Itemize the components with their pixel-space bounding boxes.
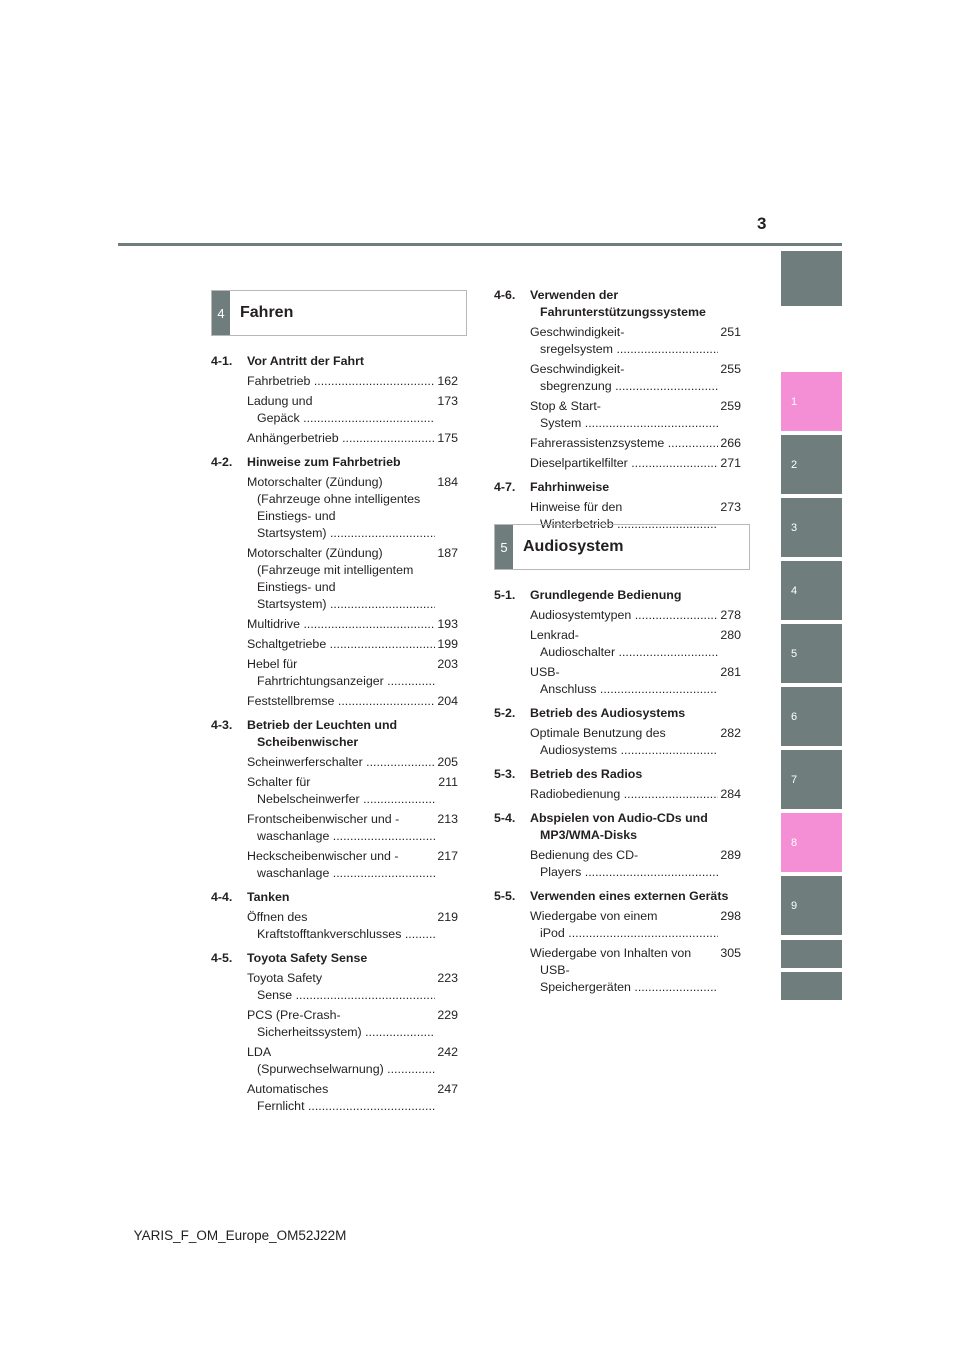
toc-entry[interactable]: Öffnen des Kraftstofftankverschlusses ..... 219 <box>211 909 458 943</box>
toc-entry[interactable]: Multidrive ..... 193 <box>211 616 458 633</box>
side-tab-2[interactable]: 2 <box>781 435 842 494</box>
side-tab-3[interactable]: 3 <box>781 498 842 557</box>
toc-chapter[interactable]: 4-1. Vor Antritt der Fahrt <box>211 354 365 368</box>
toc-entry[interactable]: Fahrbetrieb ..... 162 <box>211 373 458 390</box>
toc-entry[interactable]: Ladung und Gepäck ..... 173 <box>211 393 458 427</box>
side-tab-8[interactable]: 8 <box>781 813 842 872</box>
toc-entry[interactable]: Radiobedienung ..... 284 <box>494 786 741 803</box>
toc-chapter[interactable]: 5-1. Grundlegende Bedienung <box>494 588 682 602</box>
toc-entry[interactable]: Hebel für Fahrtrichtungsanzeiger ..... 203 <box>211 656 458 690</box>
side-tab-blank-a[interactable] <box>781 940 842 968</box>
toc-chapter[interactable]: 5-5. Verwenden eines externen Geräts <box>494 889 729 903</box>
toc-chapter[interactable]: 5-3. Betrieb des Radios <box>494 767 643 781</box>
toc-entry[interactable]: Lenkrad- Audioschalter ..... 280 <box>494 627 741 661</box>
toc-entry[interactable]: Fahrerassistenzsysteme ..... 266 <box>494 435 741 452</box>
side-tab-5[interactable]: 5 <box>781 624 842 683</box>
side-tab-6[interactable]: 6 <box>781 687 842 746</box>
toc-chapter[interactable]: 4-3. Betrieb der Leuchten und Scheibenwischer <box>211 718 398 749</box>
toc-chapter[interactable]: 5-2. Betrieb des Audiosystems <box>494 706 686 720</box>
toc-entry[interactable]: Geschwindigkeit-sregelsystem ..... 251 <box>494 324 741 358</box>
toc-chapter[interactable]: 4-2. Hinweise zum Fahrbetrieb <box>211 455 401 469</box>
toc-entry[interactable]: Stop & Start-System ..... 259 <box>494 398 741 432</box>
toc-entry[interactable]: Schalter für Nebelscheinwerfer ..... 211 <box>211 774 458 808</box>
toc-right-column-top <box>494 280 741 533</box>
section-number: 5 <box>495 525 513 569</box>
side-tab-7[interactable]: 7 <box>781 750 842 809</box>
header-rule <box>118 243 842 246</box>
toc-entry[interactable]: Wiedergabe von einem iPod ..... 298 <box>494 908 741 942</box>
toc-left-column <box>211 346 458 1115</box>
section-header-fahren <box>211 290 467 336</box>
toc-chapter[interactable]: 4-6. Verwenden der Fahrunterstützungssysteme <box>494 288 706 319</box>
section-header-audiosystem <box>494 524 750 570</box>
page-number: 3 <box>757 214 767 233</box>
toc-entry[interactable]: Dieselpartikelfilter ..... 271 <box>494 455 741 472</box>
toc-entry[interactable]: Motorschalter (Zündung) (Fahrzeuge mit intelligentem Einstiegs- und Startsystem) ..... 187 <box>211 545 458 613</box>
side-tab-blank-b[interactable] <box>781 972 842 1000</box>
toc-entry[interactable]: Feststellbremse ..... 204 <box>211 693 458 710</box>
toc-entry[interactable]: PCS (Pre-Crash-Sicherheitssystem) ..... 229 <box>211 1007 458 1041</box>
toc-entry[interactable]: Frontscheibenwischer und -waschanlage ..... 213 <box>211 811 458 845</box>
toc-chapter[interactable]: 4-4. Tanken <box>211 890 290 904</box>
toc-entry[interactable]: Automatisches Fernlicht ..... 247 <box>211 1081 458 1115</box>
toc-entry[interactable]: Schaltgetriebe ..... 199 <box>211 636 458 653</box>
toc-entry[interactable]: Audiosystemtypen ..... 278 <box>494 607 741 624</box>
section-title: Audiosystem <box>523 538 624 555</box>
toc-chapter[interactable]: 4-5. Toyota Safety Sense <box>211 951 368 965</box>
toc-entry[interactable]: USB-Anschluss ..... 281 <box>494 664 741 698</box>
section-title: Fahren <box>240 304 294 321</box>
section-number: 4 <box>212 291 230 335</box>
toc-entry[interactable]: LDA (Spurwechselwarnung) ..... 242 <box>211 1044 458 1078</box>
toc-entry[interactable]: Heckscheibenwischer und -waschanlage ..... 217 <box>211 848 458 882</box>
toc-entry[interactable]: Wiedergabe von Inhalten von USB-Speichergeräten ..... 305 <box>494 945 741 996</box>
toc-right-column-bottom <box>494 580 741 996</box>
side-tab-9[interactable]: 9 <box>781 876 842 935</box>
toc-entry[interactable]: Anhängerbetrieb ..... 175 <box>211 430 458 447</box>
side-tab-4[interactable]: 4 <box>781 561 842 620</box>
toc-entry[interactable]: Toyota Safety Sense ..... 223 <box>211 970 458 1004</box>
toc-chapter[interactable]: 4-7. Fahrhinweise <box>494 480 610 494</box>
toc-entry[interactable]: Hinweise für den Winterbetrieb ..... 273 <box>494 499 741 533</box>
toc-chapter[interactable]: 5-4. Abspielen von Audio-CDs und MP3/WMA-Disks <box>494 811 708 842</box>
toc-entry[interactable]: Geschwindigkeit-sbegrenzung ..... 255 <box>494 361 741 395</box>
toc-entry[interactable]: Motorschalter (Zündung) (Fahrzeuge ohne intelligentes Einstiegs- und Startsystem) ..... 184 <box>211 474 458 542</box>
side-tab-1[interactable]: 1 <box>781 372 842 431</box>
toc-entry[interactable]: Scheinwerferschalter ..... 205 <box>211 754 458 771</box>
side-tab-blank-top[interactable] <box>781 251 842 306</box>
toc-entry[interactable]: Optimale Benutzung des Audiosystems ..... 282 <box>494 725 741 759</box>
document-footer: YARIS_F_OM_Europe_OM52J22M <box>133 1228 347 1243</box>
toc-entry[interactable]: Bedienung des CD-Players ..... 289 <box>494 847 741 881</box>
